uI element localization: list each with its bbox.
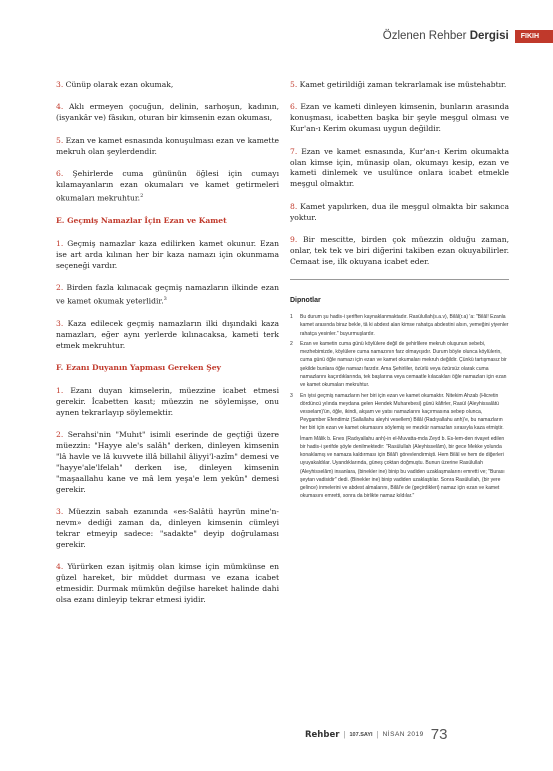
paragraph — [56, 507, 279, 551]
item-number: 7. — [290, 146, 298, 156]
paragraph — [56, 319, 279, 352]
section-heading-f: F. Ezanı Duyanın Yapması Gereken Şey — [56, 362, 221, 372]
paragraph-text: Ezan ve kamet esnasında, Kur'an-ı Kerim okumakta olan kimse için, münasip olan, okumayı kesip, ezan ve kameti dinlemek ve usulünce onlara icabet etmekle meşgul olmaktır. — [290, 146, 509, 189]
issue-number: 107.SAYI — [349, 731, 373, 738]
item-number: 8. — [290, 201, 298, 211]
paragraph — [56, 169, 279, 204]
item-number: 3. — [56, 507, 64, 517]
paragraph-text: Şehirlerde cuma gününün öğlesi için cumayı kılamayanların ezan okumaları ve kamet getirmeleri okumaları mekruhtur. — [56, 169, 279, 203]
item-number: 5. — [56, 135, 64, 145]
paragraph-text: Aklı ermeyen çocuğun, delinin, sarhoşun, kadının, (isyankâr ve) fâsıkın, oturan bir kimsenin ezan okuması, — [56, 102, 279, 123]
footnote — [290, 340, 509, 389]
item-number: 9. — [290, 235, 298, 245]
paragraph — [56, 562, 279, 606]
paragraph-text: Kaza edilecek geçmiş namazların ilki dışındaki kaza namazları, eğer aynı yerlerde kılınacaksa, kameti terk etmek mekruhtur. — [56, 318, 279, 350]
paragraph-text: Kamet getirildiği zaman tekrarlamak ise müstehabtır. — [297, 80, 507, 89]
footer-logo: Rehber — [305, 729, 340, 740]
footnote-number — [290, 435, 300, 500]
item-number: 3. — [56, 318, 64, 328]
footnote-divider — [290, 279, 509, 280]
item-number: 5. — [290, 80, 298, 89]
paragraph — [56, 239, 279, 272]
paragraph — [290, 235, 509, 268]
paragraph — [56, 430, 279, 495]
footnote-ref[interactable]: 3 — [163, 295, 167, 302]
footnote — [290, 435, 509, 500]
item-number: 6. — [56, 169, 64, 179]
item-number: 2. — [56, 430, 64, 440]
page-header — [383, 28, 553, 44]
page-number: 73 — [430, 726, 448, 743]
paragraph — [56, 80, 279, 91]
paragraph — [56, 386, 279, 419]
paragraph-text: Ezan ve kamet esnasında konuşulması ezan ve kamette mekruh olan şeylerdendir. — [56, 135, 279, 156]
footnote-text: Ezan ve kametin cuma günü köylülere değil de şehirlilere mekruh oluşunun sebebi, mezhebimizde, köylülere cuma namazının farz olmayışıdır. Durum böyle olunca köylülerin, cuma günü öğle namazı için ezan ve kamet okumaları mekruh değildir. Çünkü tartışmasız bir şekilde bunlara öğle namazı farzdır. Ama Şehirliler, özürlü veya özürsüz olarak cuma namazlarını kaçırdıklarında, tek başlarına veya cemaatle kılacakları öğle namazları için ezan ve kamet okumaları mekruhtur. — [300, 341, 507, 388]
magazine-title: Özlenen Rehber Dergisi — [382, 30, 509, 42]
paragraph — [290, 147, 509, 191]
footnote-text: İmam Mâlik b. Enes (Radıyallahu anh)-in el-Muvatta-mda Zeyd b. Es-lem-den rivayet edilen bir hadis-i şerifde şöyle denilmektedir: "Rasülullah (Aleyhisselâm), bir gece Mekke yolunda konaklamış ve namaza kaldırması için Bilâl'i görevlendirmişti. Hem Bilâl ve hem de diğerleri uyuyakaldılar. Uyandıklarında, güneş çoktan doğmuştu. Bunun üzerine Rasülullah (Aleyhisselâm) insanlara, (binekler ine) binip bu vadiden uzaklaşmalarını emretti ve; "Burası şeytan vadisidir" dedi. (Binekler ine) binip vadiden uzaklaştılar. Sonra Rasülullah, (bir yere gelince) inmelerini ve abdest almalarını, Bilâl'e de (geçirdikleri) namaz için ezan ve kamet okumasını emretti, sonra da birlikte namaz kıldılar." — [300, 435, 505, 499]
page-footer: Rehber | 107.SAYI | NİSAN 2019 73 — [305, 726, 448, 743]
paragraph-text: Cünüp olarak ezan okumak, — [63, 80, 174, 89]
footnote-ref[interactable]: 2 — [140, 192, 144, 199]
footnote-number: 2 — [290, 341, 293, 348]
paragraph-text: Kamet yapılırken, dua ile meşgul olmakta bir sakınca yoktur. — [290, 201, 509, 222]
item-number: 4. — [56, 562, 64, 572]
paragraph-text: Yürürken ezan işitmiş olan kimse için mümkünse en güzel hareket, bir müddet durması ve ezana icabet etmesidir. Durmak mümkün değilse hareket halinde dahi olsa ezanı dinleyip tekrar etmesi iyidir. — [56, 562, 279, 604]
left-column — [56, 80, 279, 617]
item-number: 4. — [56, 102, 64, 112]
footnote-number: 1 — [290, 314, 293, 321]
paragraph-text: Ezan ve kameti dinleyen kimsenin, bunların arasında konuşması, icabetten başka bir şeyle meşgul olması ve Kur'an-ı Kerim okuması uygun değildir. — [290, 102, 509, 134]
paragraph-text: Ezanı duyan kimselerin, müezzine icabet etmesi gerekir. İcabetten kasıt; müezzin ne söylemişse, onu aynen tekrarlayıp söylemektir. — [56, 385, 279, 417]
section-heading-e: E. Geçmiş Namazlar İçin Ezan ve Kamet — [56, 215, 227, 225]
item-number: 1. — [56, 385, 64, 395]
paragraph — [56, 283, 279, 307]
paragraph-text: Serahsi'nin "Muhıt" isimli eserinde de geçtiği üzere müezzin: "Hayye ale's salâh" derken, dinleyen kimsenin "lâ havle ve lâ kuvvete illâ billahil âliyyi'l-azîm" demesi ve "hayye'ale'lfelah" derken ise, dinleyen kimsenin "maşaallahu kane ve mâ lem yeşa'e lem yekûn" demesi gerekir. — [56, 430, 279, 494]
item-number: 2. — [56, 282, 64, 292]
paragraph — [56, 136, 279, 158]
paragraph — [290, 102, 509, 135]
right-column — [290, 80, 509, 503]
issue-date: NİSAN 2019 — [382, 731, 424, 738]
paragraph-text: Birden fazla kılınacak geçmiş namazların ilkinde ezan ve kamet okumak yeterlidir. — [56, 282, 279, 306]
footnote — [290, 392, 509, 433]
footnote-number: 3 — [290, 392, 293, 399]
footnote-text: Bu durum şu hadis-i şeriften kaynaklanmaktadır. Rasülullah(s.a.v), Bilâl(r.a) 'a: "Bilâl! Ezanla kamet arasında biraz bekle, tâ ki abdest alan kimse rahatça abdestini alsın, yemeğini yiyenler rahatça yesinler." buyurmuşlardır. — [300, 314, 509, 337]
footnote — [290, 313, 509, 337]
item-number: 6. — [290, 102, 298, 112]
paragraph — [290, 80, 509, 91]
item-number: 3. — [56, 80, 64, 89]
paragraph — [56, 102, 279, 124]
paragraph — [290, 202, 509, 224]
footnote-text: En iyisi geçmiş namazların her biri için ezan ve kamet okumaktır. Nitekim Ahzab (Hicretin dördüncü yılında meydana gelen Hendek Muharebesi) günü kâfirler, Rasül (Aleyhissalâtü vesselam)'ün, öğle, ikindi, akşam ve yatsı namazlarını kaçırmasına sebep olunca, Peygamber Efendimiz (Sallallahu aleyhi vesellem) Bilâl (Radıyallahu anh)'e, bu namazların her biri için ezan ve kamet okumasını söylemiş ve mezkûr namazları sırasıyla kaza etmiştir. — [300, 392, 504, 432]
paragraph-text: Müezzin sabah ezanında «es-Salâtü hayrün mine'n-nevm» dediği zaman da, dinleyen kimsenin cümleyi tekrar etmeyip sadece: "sadakte" deyip doğrulaması gerekir. — [56, 507, 279, 549]
paragraph-text: Geçmiş namazlar kaza edilirken kamet okunur. Ezan ise art arda kılınan her bir kaza namazı için okunmama seçeneği vardır. — [56, 238, 279, 270]
paragraph-text: Bir mescitte, birden çok müezzin olduğu zaman, onlar, tek tek ve biri diğerini takiben ezan okuyabilirler. Cemaat ise, ilk okuyana icabet eder. — [290, 235, 509, 266]
item-number: 1. — [56, 238, 64, 248]
section-label: FIKIH — [515, 30, 553, 43]
footnotes-title: Dipnotlar — [290, 297, 321, 305]
